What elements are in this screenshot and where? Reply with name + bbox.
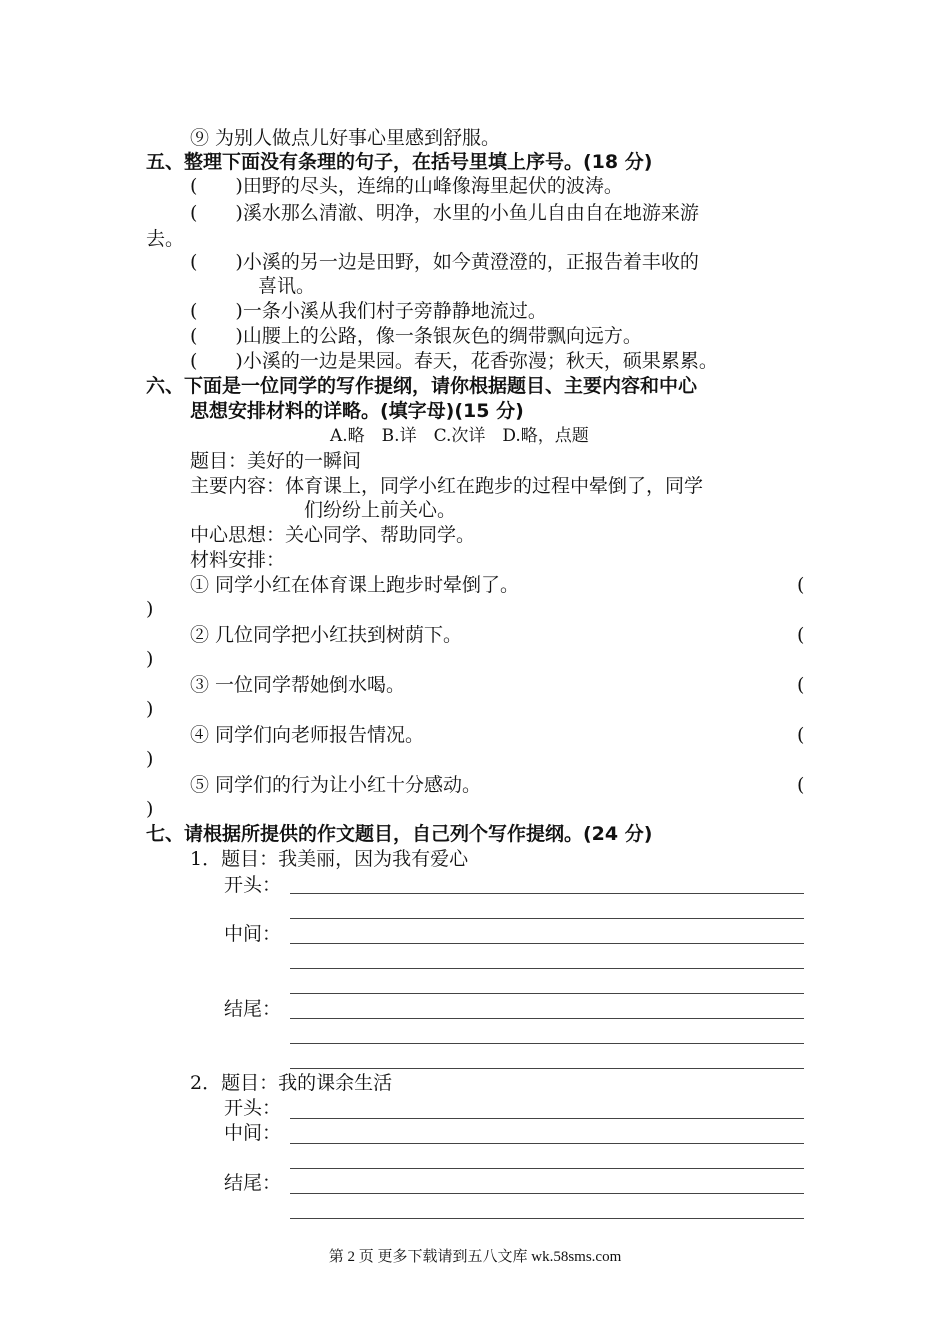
answer-close-paren: ) [146,698,154,720]
list-item: ( )田野的尽头，连绵的山峰像海里起伏的波涛。 [190,175,623,197]
answer-open-paren[interactable]: ( [797,674,805,696]
write-line[interactable] [290,918,804,919]
material-item: ③ 一位同学帮她倒水喝。 [190,674,406,696]
answer-options: A.略 B.详 C.次详 D.略，点题 [330,426,589,446]
answer-close-paren: ) [146,598,154,620]
answer-open-paren[interactable]: ( [797,574,805,596]
write-line[interactable] [290,1143,804,1144]
write-line[interactable] [290,1118,804,1119]
write-line[interactable] [290,1018,804,1019]
outline-main-content-cont: 们纷纷上前关心。 [304,499,457,521]
list-item-continuation: 去。 [146,228,185,250]
answer-open-paren[interactable]: ( [797,624,805,646]
write-line[interactable] [290,1043,804,1044]
section-7-title: 七、请根据所提供的作文题目，自己列个写作提纲。(24 分) [146,823,653,845]
list-item: ⑨ 为别人做点儿好事心里感到舒服。 [190,127,501,149]
outline-main-content: 主要内容：体育课上，同学小红在跑步的过程中晕倒了，同学 [190,475,704,497]
label-middle: 中间： [224,1122,282,1144]
list-item: ( )小溪的另一边是田野，如今黄澄澄的，正报告着丰收的 [190,251,699,273]
list-item: ( )一条小溪从我们村子旁静静地流过。 [190,300,547,322]
label-end: 结尾： [224,1172,282,1194]
section-5-title: 五、整理下面没有条理的句子，在括号里填上序号。(18 分) [146,151,653,173]
material-item: ① 同学小红在体育课上跑步时晕倒了。 [190,574,520,596]
answer-close-paren: ) [146,748,154,770]
list-item-continuation: 喜讯。 [258,275,316,297]
question-2-title: 2．题目：我的课余生活 [190,1072,393,1094]
list-item: ( )山腰上的公路，像一条银灰色的绸带飘向远方。 [190,325,642,347]
label-middle: 中间： [224,923,282,945]
write-line[interactable] [290,1168,804,1169]
outline-arrangement-label: 材料安排： [190,549,286,571]
write-line[interactable] [290,893,804,894]
write-line[interactable] [290,993,804,994]
write-line[interactable] [290,1068,804,1069]
label-start: 开头： [224,1097,282,1119]
label-start: 开头： [224,874,282,896]
answer-open-paren[interactable]: ( [797,724,805,746]
write-line[interactable] [290,943,804,944]
section-6-title-cont: 思想安排材料的详略。(填字母)(15 分) [190,400,524,422]
answer-close-paren: ) [146,648,154,670]
write-line[interactable] [290,1218,804,1219]
page-footer: 第 2 页 更多下载请到五八文库 wk.58sms.com [328,1249,622,1265]
write-line[interactable] [290,1193,804,1194]
answer-close-paren: ) [146,798,154,820]
outline-topic: 题目：美好的一瞬间 [190,450,362,472]
material-item: ② 几位同学把小红扶到树荫下。 [190,624,463,646]
list-item: ( )溪水那么清澈、明净，水里的小鱼儿自由自在地游来游 [190,202,699,224]
question-1-title: 1．题目：我美丽，因为我有爱心 [190,848,469,870]
write-line[interactable] [290,968,804,969]
list-item: ( )小溪的一边是果园。春天，花香弥漫；秋天，硕果累累。 [190,350,718,372]
material-item: ④ 同学们向老师报告情况。 [190,724,425,746]
answer-open-paren[interactable]: ( [797,774,805,796]
material-item: ⑤ 同学们的行为让小红十分感动。 [190,774,482,796]
label-end: 结尾： [224,998,282,1020]
section-6-title: 六、下面是一位同学的写作提纲，请你根据题目、主要内容和中心 [146,375,698,397]
outline-central-idea: 中心思想：关心同学、帮助同学。 [190,524,476,546]
